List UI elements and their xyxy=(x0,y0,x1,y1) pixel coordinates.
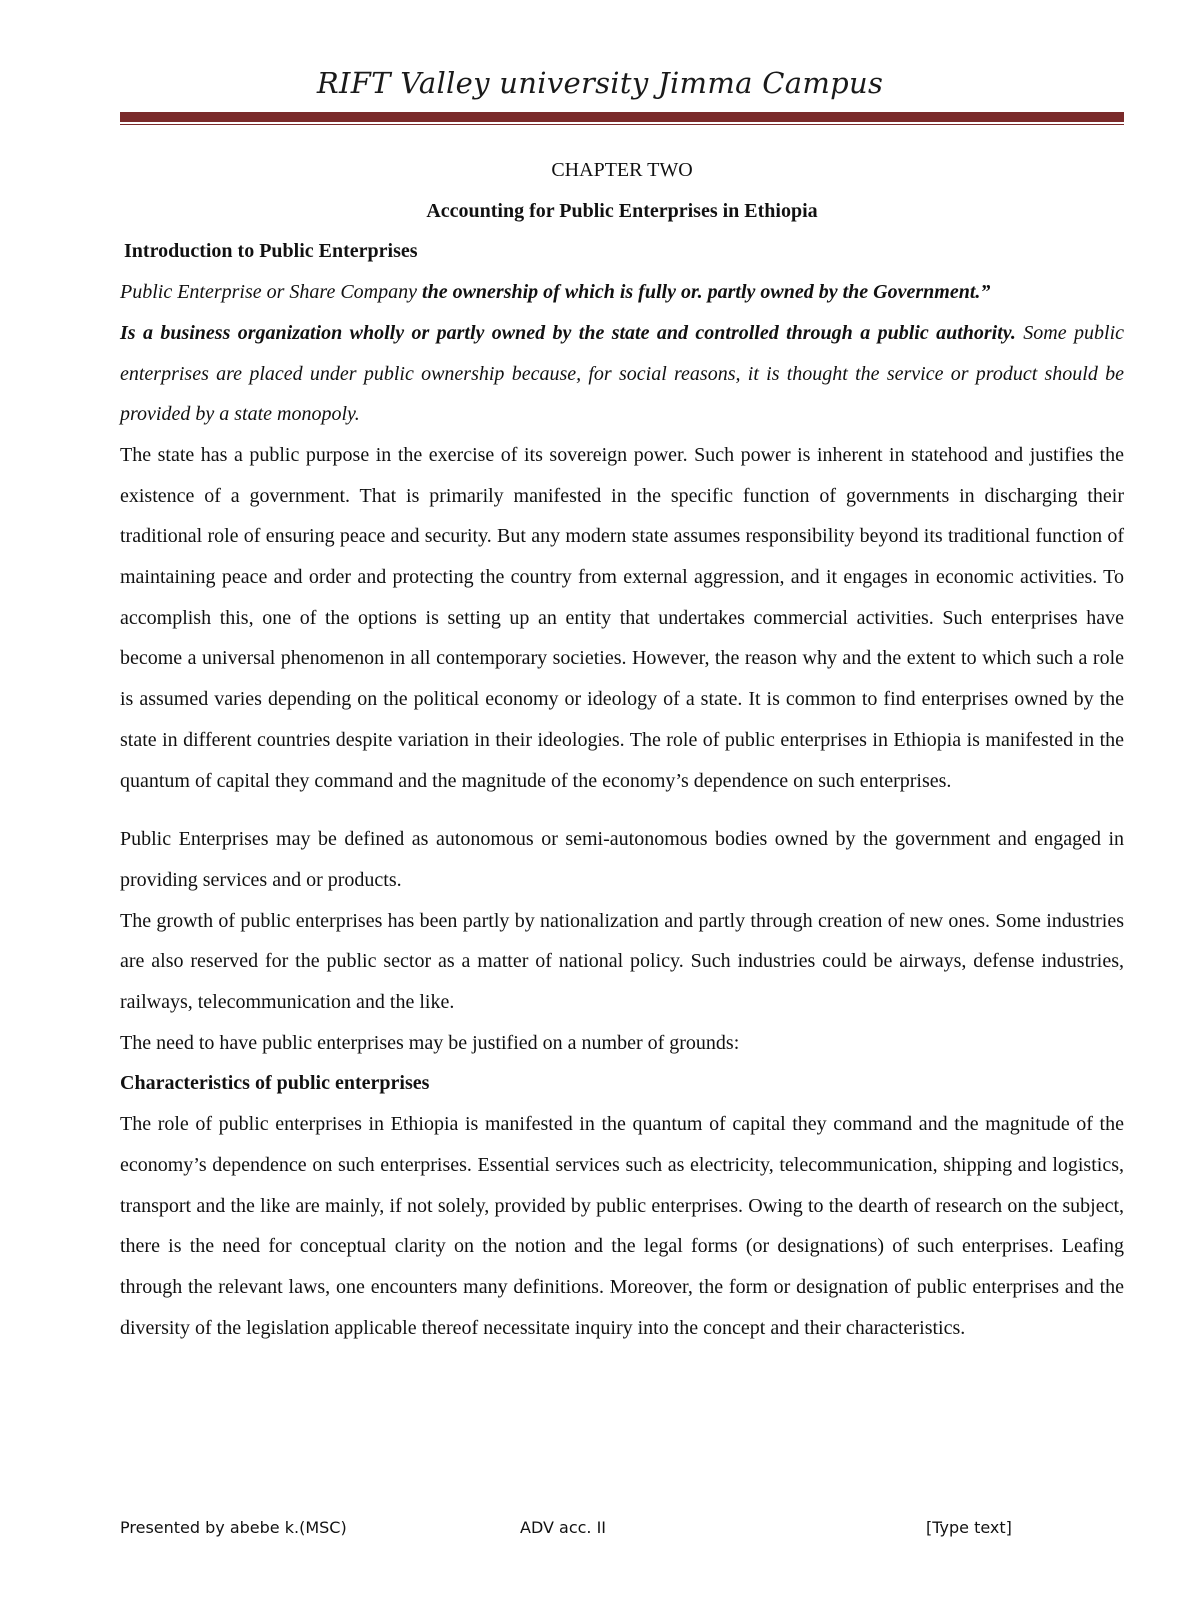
header-rule xyxy=(120,112,1124,122)
intro-heading: Introduction to Public Enterprises xyxy=(124,240,418,263)
chapter-title: Accounting for Public Enterprises in Ethiopia xyxy=(426,199,818,222)
page-header-title: RIFT Valley university Jimma Campus xyxy=(316,66,884,100)
footer-presenter: Presented by abebe k.(MSC) xyxy=(120,1518,347,1537)
chapter-label: CHAPTER TWO xyxy=(551,159,693,181)
definition-paragraph-1 xyxy=(120,272,1124,313)
paragraph-definition-autonomous: Public Enterprises may be defined as autonomous or semi-autonomous bodies owned by the government and engaged in providing services and or products. xyxy=(120,828,1124,891)
paragraph-gap xyxy=(120,801,1124,819)
paragraph-role: The role of public enterprises in Ethiopia is manifested in the quantum of capital they command and the magnitude of the economy’s dependence on such enterprises. Essential services such as electricity, telecommunication, shipping and logistics, transport and the like are mainly, if not solely, provided by public enterprises. Owing to the dearth of research on the subject, there is the need for conceptual clarity on the notion and the legal forms (or designations) of such enterprises. Leafing through the relevant laws, one encounters many definitions. Moreover, the form or designation of public enterprises and the diversity of the legislation applicable thereof necessitate inquiry into the concept and their characteristics. xyxy=(120,1113,1124,1339)
document-body xyxy=(120,150,1124,1348)
characteristics-heading: Characteristics of public enterprises xyxy=(120,1072,430,1095)
definition-1-italic: Public Enterprise or Share Company xyxy=(120,281,418,304)
definition-1-bold: the ownership of which is fully or. partly owned by the Government.” xyxy=(417,281,991,304)
definition-paragraph-2 xyxy=(120,313,1124,435)
paragraph-need: The need to have public enterprises may be justified on a number of grounds: xyxy=(120,1031,740,1054)
footer-placeholder: [Type text] xyxy=(926,1518,1012,1537)
header-rule-thin xyxy=(120,124,1124,125)
page-footer xyxy=(120,1518,1040,1546)
paragraph-growth: The growth of public enterprises has been partly by nationalization and partly through creation of new ones. Some industries are also reserved for the public sector as a matter of national policy. Such industries could be airways, defense industries, railways, telecommunication and the like. xyxy=(120,909,1124,1014)
definition-2-bold: Is a business organization wholly or partly owned by the state and controlled through a public authority. xyxy=(120,321,1016,344)
paragraph-state-purpose: The state has a public purpose in the exercise of its sovereign power. Such power is inherent in statehood and justifies the existence of a government. That is primarily manifested in the specific function of governments in discharging their traditional role of ensuring peace and security. But any modern state assumes responsibility beyond its traditional function of maintaining peace and order and protecting the country from external aggression, and it engages in economic activities. To accomplish this, one of the options is setting up an entity that undertakes commercial activities. Such enterprises have become a universal phenomenon in all contemporary societies. However, the reason why and the extent to which such a role is assumed varies depending on the political economy or ideology of a state. It is common to find enterprises owned by the state in different countries despite variation in their ideologies. The role of public enterprises in Ethiopia is manifested in the quantum of capital they command and the magnitude of the economy’s dependence on such enterprises. xyxy=(120,443,1124,792)
footer-course: ADV acc. II xyxy=(520,1518,607,1537)
definition-2-italic: Some public enterprises are placed under public ownership because, for social reasons, it is thought the service or product should be provided by a state monopoly. xyxy=(120,321,1125,426)
